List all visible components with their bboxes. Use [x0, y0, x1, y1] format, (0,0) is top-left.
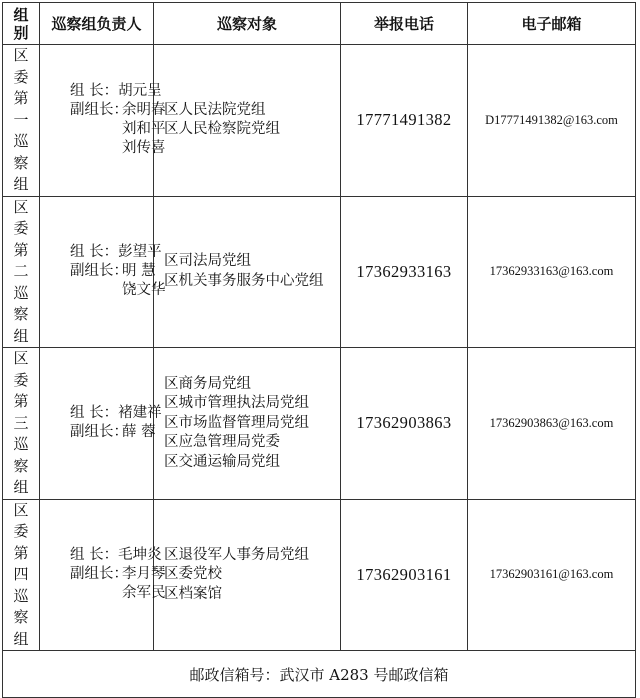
leader-name: 褚建祥 [118, 405, 162, 422]
deputy-name: 刘传喜 [122, 140, 166, 157]
report-phone: 17771491382 [341, 45, 468, 197]
deputy-name: 饶文华 [122, 282, 166, 299]
leader-label: 组 长： [70, 83, 119, 100]
target-item: 区司法局党组 [164, 253, 251, 270]
header-email: 电子邮箱 [468, 3, 636, 45]
report-email: 17362933163@163.com [468, 196, 636, 348]
header-target: 巡察对象 [154, 3, 341, 45]
postal-box-note: 邮政信箱号：武汉市 A283 号邮政信箱 [3, 651, 636, 698]
group-name: 区 委 第 三 巡 察 组 [3, 348, 40, 500]
table-row [3, 196, 636, 348]
report-phone: 17362903863 [341, 348, 468, 500]
group-name: 区 委 第 二 巡 察 组 [3, 196, 40, 348]
target-cell [154, 45, 341, 197]
group-name: 区 委 第 四 巡 察 组 [3, 499, 40, 651]
table-row [3, 348, 636, 500]
target-cell [154, 196, 341, 348]
leader-cell [40, 196, 166, 348]
target-item: 区档案馆 [164, 585, 222, 602]
deputy-label: 副组长： [70, 263, 128, 280]
target-item: 区委党校 [164, 566, 222, 582]
deputy-name: 刘和平 [122, 121, 166, 138]
deputy-name: 薛 蓉 [122, 424, 156, 441]
report-phone: 17362933163 [341, 196, 468, 348]
deputy-label: 副组长： [70, 102, 128, 119]
target-item: 区人民检察院党组 [164, 121, 280, 138]
target-cell [154, 499, 341, 651]
target-item: 区市场监督管理局党组 [164, 414, 309, 431]
inspection-table [2, 2, 636, 698]
table-row [3, 499, 636, 651]
leader-cell [40, 499, 166, 651]
deputy-label: 副组长： [70, 424, 128, 441]
header-phone: 举报电话 [341, 3, 468, 45]
deputy-name: 余军民 [122, 585, 166, 602]
target-item: 区退役军人事务局党组 [164, 546, 309, 563]
target-item: 区交通运输局党组 [164, 453, 280, 470]
leader-cell [40, 348, 162, 500]
target-item: 区机关事务服务中心党组 [164, 272, 324, 289]
deputy-name: 余明春 [122, 102, 166, 119]
leader-label: 组 长： [70, 405, 119, 422]
target-item: 区应急管理局党委 [164, 434, 280, 450]
report-phone: 17362903161 [341, 499, 468, 651]
report-email: 17362903863@163.com [468, 348, 636, 500]
header-group: 组 别 [3, 3, 40, 45]
footer-row [3, 651, 636, 698]
header-row [3, 3, 636, 45]
report-email: D17771491382@163.com [468, 45, 636, 197]
deputy-name: 李月琴 [122, 566, 166, 583]
deputy-name: 明 慧 [122, 263, 156, 280]
group-name: 区 委 第 一 巡 察 组 [3, 45, 40, 197]
leader-label: 组 长： [70, 244, 119, 261]
leader-name: 彭望平 [118, 244, 162, 261]
leader-label: 组 长： [70, 547, 119, 564]
leader-cell [40, 45, 166, 197]
target-item: 区城市管理执法局党组 [164, 395, 309, 411]
leader-name: 胡元呈 [118, 83, 162, 100]
table-row [3, 45, 636, 197]
target-item: 区商务局党组 [164, 375, 251, 392]
leader-name: 毛坤炎 [118, 547, 162, 564]
report-email: 17362903161@163.com [468, 499, 636, 651]
header-leader: 巡察组负责人 [40, 3, 154, 45]
target-cell [154, 348, 341, 500]
deputy-label: 副组长： [70, 566, 128, 583]
target-item: 区人民法院党组 [164, 101, 266, 118]
